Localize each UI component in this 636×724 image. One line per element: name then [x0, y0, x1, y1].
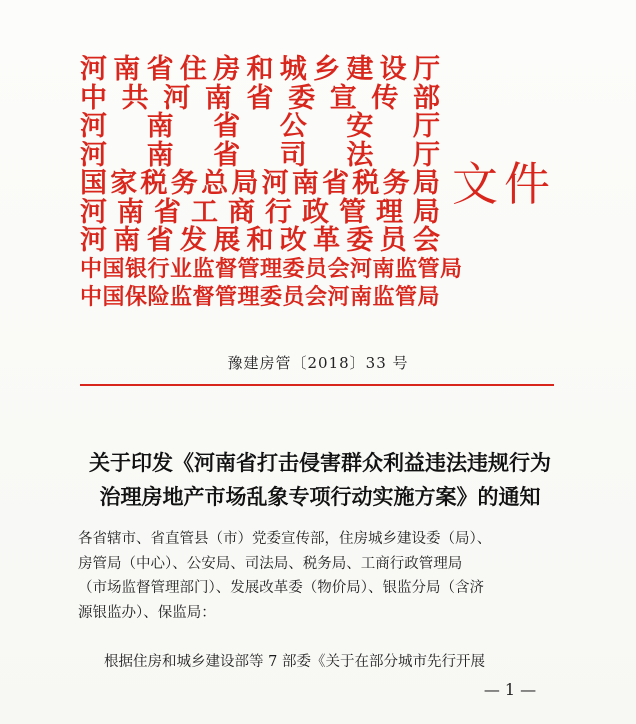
issuer-text: 商 [228, 196, 255, 228]
recipient-list [78, 527, 558, 625]
issuer-line [80, 56, 440, 85]
issuer-text: 河 [80, 196, 107, 228]
issuing-authorities [80, 54, 463, 313]
issuer-text: 会 [412, 225, 440, 256]
recipient-line: 源银监办）、保监局： [78, 604, 216, 621]
issuer-text: 革 [313, 225, 341, 256]
issuer-text: 宣 [329, 82, 357, 114]
document-number: 豫建房管〔2018〕33 号 [227, 354, 409, 372]
issuer-text: 河 [80, 139, 107, 171]
issuer-text: 南 [146, 139, 174, 171]
issuer-line [80, 82, 440, 114]
issuer-text: 公 [279, 111, 307, 142]
title-line: 关于印发《河南省打击侵害群众利益违法违规行为 [89, 451, 551, 475]
issuer-text: 共 [121, 82, 149, 114]
issuer-text: 中 [80, 82, 107, 114]
issuer-text: 城 [279, 54, 307, 85]
issuer-text: 工 [191, 196, 218, 228]
issuer-text: 省 [146, 225, 174, 256]
issuer-text: 委 [288, 82, 316, 114]
issuer-text: 理 [376, 196, 403, 228]
issuer-text: 河 [261, 168, 289, 199]
issuer-text: 局 [231, 168, 259, 199]
issuer-text: 国 [80, 168, 107, 199]
document-title [70, 446, 570, 514]
page-number: — 1 — [483, 680, 537, 699]
issuer-line [80, 139, 440, 171]
issuer-text: 和 [246, 225, 274, 256]
issuer-text: 建 [346, 54, 374, 85]
issuer-text: 员 [379, 225, 407, 256]
issuer-text: 省 [213, 139, 241, 171]
issuer-text: 南 [113, 54, 141, 85]
issuer-line [80, 113, 440, 142]
recipient-line: 房管局（中心）、公安局、司法局、税务局、工商行政管理局 [78, 555, 463, 572]
issuer-text: 厅 [412, 139, 440, 171]
issuer-text: 乡 [313, 54, 341, 85]
issuer-text: 务 [382, 168, 410, 199]
issuer-text: 省 [146, 54, 174, 85]
issuer-text: 安 [346, 111, 374, 142]
body-paragraph: 根据住房和城乡建设部等 7 部委《关于在部分城市先行开展 [104, 654, 485, 670]
issuer-text: 和 [246, 54, 274, 85]
issuer-text: 税 [352, 168, 380, 199]
issuer-text: 中国银行业监督管理委员会河南监管局 [80, 256, 463, 282]
issuer-text: 南 [204, 82, 232, 114]
issuer-text: 河 [80, 54, 107, 85]
issuer-text: 司 [279, 139, 307, 171]
issuer-line [80, 284, 440, 313]
issuer-text: 局 [412, 168, 440, 199]
issuer-line [80, 227, 440, 256]
issuer-text: 河 [80, 225, 107, 256]
issuer-text: 部 [413, 82, 440, 114]
issuer-text: 南 [113, 225, 141, 256]
issuer-text: 省 [154, 196, 181, 228]
issuer-text: 厅 [412, 54, 440, 85]
issuer-line [80, 170, 440, 199]
title-line: 治理房地产市场乱象专项行动实施方案》的通知 [99, 485, 541, 509]
document-word: 文件 [452, 157, 556, 211]
issuer-text: 法 [346, 139, 374, 171]
issuer-text: 改 [279, 225, 307, 256]
issuer-text: 房 [213, 54, 241, 85]
issuer-text: 行 [265, 196, 292, 228]
issuer-text: 设 [379, 54, 407, 85]
issuer-text: 住 [179, 54, 207, 85]
issuer-text: 发 [179, 225, 207, 256]
issuer-text: 总 [201, 168, 229, 199]
issuer-text: 局 [413, 196, 440, 228]
recipient-line: 各省辖市、省直管县（市）党委宣传部，住房城乡建设委（局）、 [78, 531, 492, 547]
recipient-line: （市场监督管理部门）、发展改革委（物价局）、银监分局（含济 [78, 580, 484, 596]
issuer-text: 税 [140, 168, 168, 199]
issuer-line [80, 196, 440, 228]
issuer-text: 务 [170, 168, 198, 199]
issuer-text: 南 [117, 196, 144, 228]
issuer-text: 厅 [412, 111, 440, 142]
issuer-text: 南 [146, 111, 174, 142]
issuer-text: 省 [322, 168, 350, 199]
issuer-text: 省 [213, 111, 241, 142]
issuer-text: 管 [339, 196, 366, 228]
issuer-text: 传 [371, 82, 399, 114]
issuer-text: 展 [213, 225, 241, 256]
issuer-text: 南 [291, 168, 319, 199]
red-divider-line [80, 384, 554, 386]
issuer-text: 政 [302, 196, 329, 228]
issuer-text: 河 [80, 111, 107, 142]
issuer-text: 中国保险监督管理委员会河南监管局 [80, 285, 441, 310]
issuer-line [80, 256, 463, 285]
issuer-text: 河 [163, 82, 191, 114]
issuer-text: 家 [110, 168, 138, 199]
issuer-text: 省 [246, 82, 274, 114]
issuer-text: 委 [346, 225, 374, 256]
